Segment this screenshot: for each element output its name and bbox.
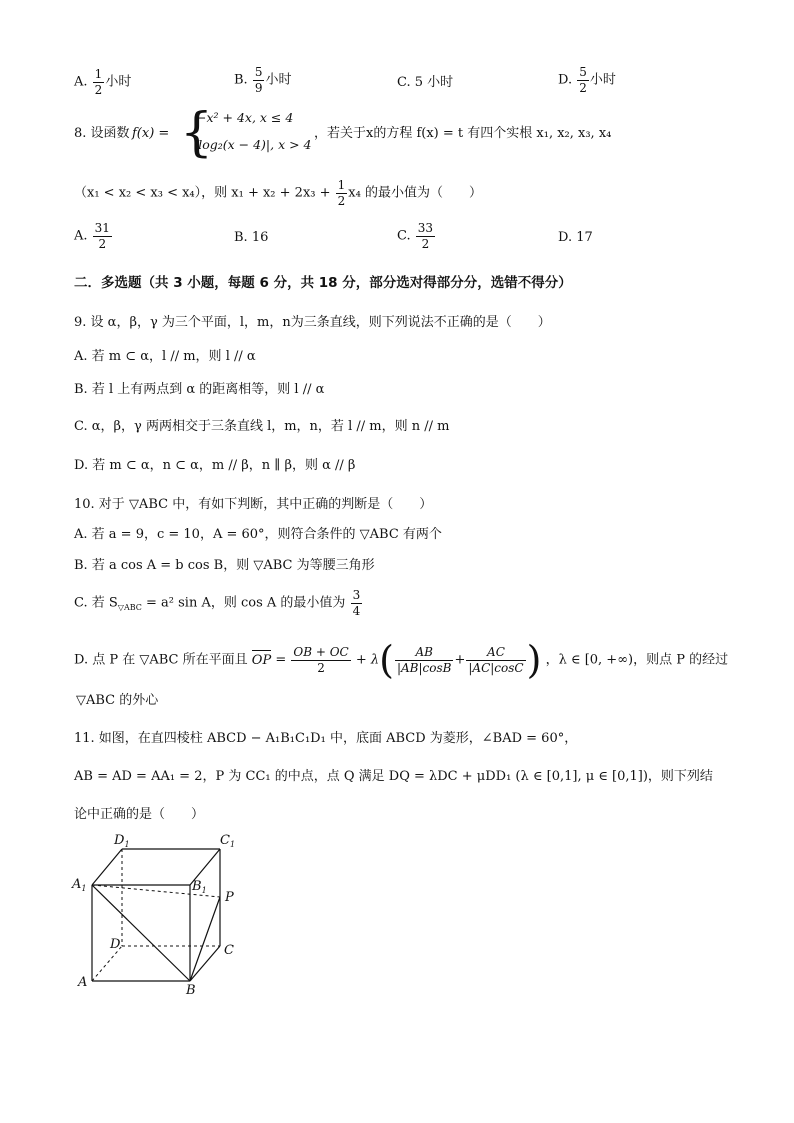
q8-option-a: A. $\frac{31}{2}$ (74, 221, 110, 251)
q10-option-d-line2: ▽ABC 的外心 (76, 693, 159, 708)
edge-a1b (92, 885, 190, 981)
q7-option-b: B. $\frac{5}{9}$ 小时 (234, 65, 292, 95)
q8-option-c: C. $\frac{33}{2}$ (397, 221, 434, 251)
q9-stem: 9. 设 α，β，γ 为三个平面，l，m，n为三条直线，则下列说法不正确的是（ ） (74, 315, 551, 330)
q8-brace: { (180, 103, 214, 163)
edge-bc (190, 946, 220, 981)
q11-line3: 论中正确的是（ ） (74, 807, 205, 822)
label-a: A (78, 975, 88, 990)
q11-line2: AB = AD = AA₁ = 2，P 为 CC₁ 的中点，点 Q 满足 DQ = λDC + μDD₁ (λ ∈ [0,1], μ ∈ [0,1])，则下列结 (74, 769, 713, 784)
q10-option-b: B. 若 a cos A = b cos B，则 ▽ABC 为等腰三角形 (74, 558, 375, 573)
q8-function-name: f(x) = (132, 126, 170, 141)
q8-case-1: −x² + 4x, x ≤ 4 (196, 110, 294, 125)
section-2-title: 二．多选题（共 3 小题，每题 6 分，共 18 分，部分选对得部分分，选错不得分） (74, 275, 572, 291)
q7-option-d: D. $\frac{5}{2}$ 小时 (558, 65, 616, 95)
q7-option-c: C. 5 小时 (397, 75, 454, 90)
q10-option-a: A. 若 a = 9，c = 10，A = 60°，则符合条件的 ▽ABC 有两个 (74, 527, 442, 542)
q10-option-d: D. 点 P 在 ▽ABC 所在平面且 OP = $\frac{OB + OC}{2}$ + λ( $\frac{AB}{|AB|\cos B}$ + $\frac{AC}{|AC|\cos C}$ ) ，λ ∈ [0, +∞)，则点 P 的经过 (74, 638, 729, 682)
label-d: D (110, 937, 121, 952)
q8-option-d: D. 17 (558, 230, 593, 245)
q7-option-a: A. $\frac{1}{2}$ 小时 (74, 67, 132, 97)
label-p: P (225, 890, 234, 905)
q8-stem-mid: ，若关于x的方程 f(x) = t 有四个实根 x₁, x₂, x₃, x₄ (314, 126, 612, 141)
label-b1: $B_1$ (192, 879, 207, 895)
q11-line1: 11. 如图，在直四棱柱 ABCD − A₁B₁C₁D₁ 中，底面 ABCD 为菱形，∠BAD = 60°， (74, 731, 578, 746)
q9-option-c: C. α，β，γ 两两相交于三条直线 l，m，n，若 l // m，则 n // m (74, 419, 450, 434)
q8-lead: 8. 设函数 (74, 126, 130, 141)
q8-option-b: B. 16 (234, 230, 269, 245)
label-d1: $D_1$ (114, 833, 130, 849)
q8-stem-line2: （x₁ < x₂ < x₃ < x₄），则 x₁ + x₂ + 2x₃ + $\frac{1}{2}$ x₄ 的最小值为（ ） (74, 178, 482, 208)
label-a1: $A_1$ (72, 877, 87, 893)
label-c1: $C_1$ (220, 833, 236, 849)
label-c: C (224, 943, 234, 958)
q10-option-c: C. 若 $S_{▽ABC} = a^2$ sin A，则 cos A 的最小值为 $\frac{3}{4}$ (74, 588, 361, 618)
prism-figure (70, 828, 250, 998)
q9-option-a: A. 若 m ⊂ α，l // m，则 l // α (74, 349, 256, 364)
q9-option-b: B. 若 l 上有两点到 α 的距离相等，则 l // α (74, 382, 325, 397)
q10-stem: 10. 对于 ▽ABC 中，有如下判断，其中正确的判断是（ ） (74, 497, 433, 512)
q9-option-d: D. 若 m ⊂ α，n ⊂ α，m // β，n ∥ β，则 α // β (74, 458, 356, 473)
edge-bp (190, 897, 220, 981)
q8-case-2: |log₂(x − 4)|, x > 4 (194, 137, 312, 152)
label-b: B (186, 983, 196, 998)
edge-a1d1 (92, 849, 122, 885)
